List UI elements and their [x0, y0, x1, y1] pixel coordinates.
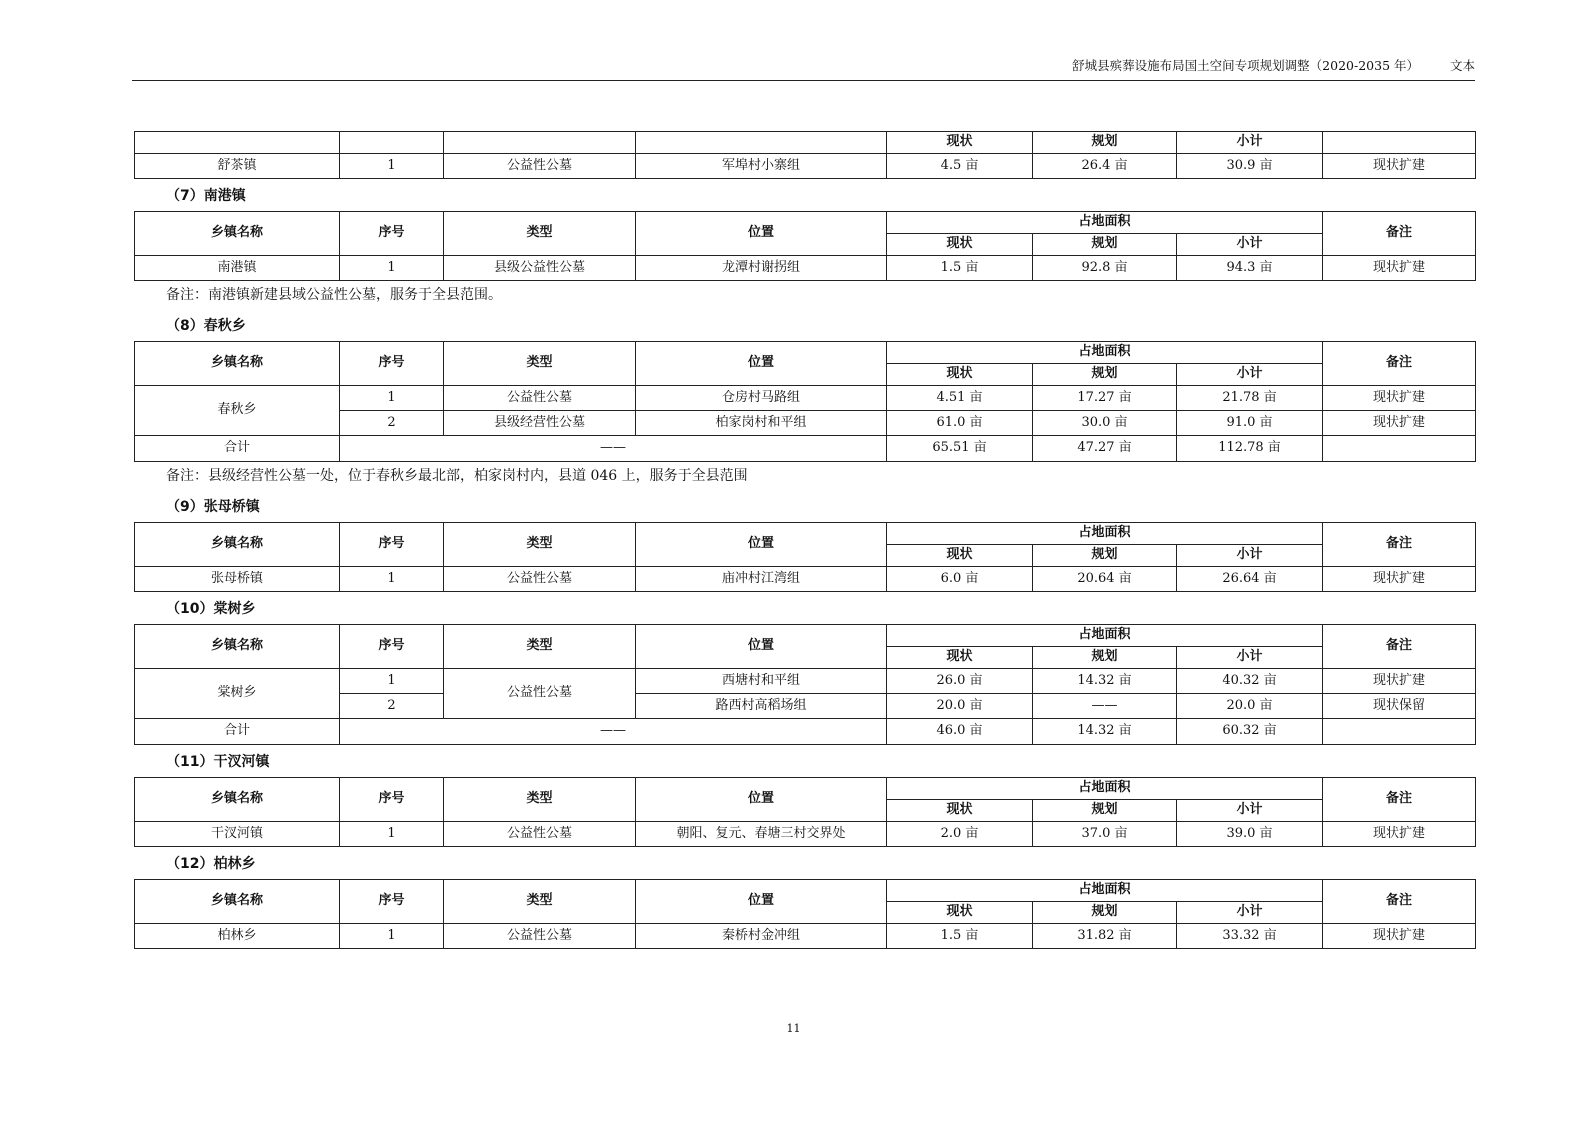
- cell-location: 仓房村马路组: [636, 386, 887, 411]
- cell-current: 26.0 亩: [887, 669, 1033, 694]
- cell-current: 20.0 亩: [887, 694, 1033, 719]
- cell-plan: 30.0 亩: [1033, 411, 1177, 436]
- cell-town: 柏林乡: [135, 924, 340, 949]
- col-town: 乡镇名称: [135, 778, 340, 822]
- total-dash: ——: [340, 719, 887, 745]
- col-town: 乡镇名称: [135, 342, 340, 386]
- cell-no: 2: [340, 694, 444, 719]
- col-current: 现状: [887, 545, 1033, 567]
- table-row: [135, 154, 1476, 179]
- col-remark: 备注: [1323, 212, 1476, 256]
- cell-location: 庙冲村江湾组: [636, 567, 887, 592]
- col-current: 现状: [887, 132, 1033, 154]
- cell-subtotal: 40.32 亩: [1177, 669, 1323, 694]
- cell-remark: 现状扩建: [1323, 924, 1476, 949]
- total-label: 合计: [135, 436, 340, 462]
- col-location: 位置: [636, 342, 887, 386]
- cell-plan: 17.27 亩: [1033, 386, 1177, 411]
- cell-current: 4.5 亩: [887, 154, 1033, 179]
- cell-remark: 现状扩建: [1323, 256, 1476, 281]
- col-location: 位置: [636, 880, 887, 924]
- col-remark: 备注: [1323, 342, 1476, 386]
- table-header-row: [135, 625, 1476, 647]
- col-subtotal: 小计: [1177, 545, 1323, 567]
- col-subtotal: 小计: [1177, 364, 1323, 386]
- table-ganchahe: [134, 777, 1476, 847]
- col-no: 序号: [340, 880, 444, 924]
- cell-no: 1: [340, 924, 444, 949]
- table-header-row: [135, 342, 1476, 364]
- col-town: 乡镇名称: [135, 880, 340, 924]
- cell-subtotal: 21.78 亩: [1177, 386, 1323, 411]
- section-title: （12）柏林乡: [166, 856, 256, 872]
- page-header: [132, 52, 1475, 81]
- cell-type: 公益性公墓: [444, 822, 636, 847]
- col-type: 类型: [444, 778, 636, 822]
- col-current: 现状: [887, 234, 1033, 256]
- cell-plan: 92.8 亩: [1033, 256, 1177, 281]
- cell-subtotal: 20.0 亩: [1177, 694, 1323, 719]
- cell-remark: 现状扩建: [1323, 411, 1476, 436]
- cell-town: 春秋乡: [135, 386, 340, 436]
- header-tag: 文本: [1449, 58, 1475, 73]
- cell-location: 军埠村小寨组: [636, 154, 887, 179]
- total-row: [135, 436, 1476, 462]
- col-type: 类型: [444, 342, 636, 386]
- cell-no: 1: [340, 256, 444, 281]
- cell-remark: 现状扩建: [1323, 822, 1476, 847]
- total-dash: ——: [340, 436, 887, 462]
- cell-type: 公益性公墓: [444, 567, 636, 592]
- col-subtotal: 小计: [1177, 902, 1323, 924]
- cell-remark: 现状扩建: [1323, 669, 1476, 694]
- cell-remark: 现状扩建: [1323, 386, 1476, 411]
- cell-plan: 31.82 亩: [1033, 924, 1177, 949]
- col-area: 占地面积: [887, 778, 1323, 800]
- col-town: 乡镇名称: [135, 625, 340, 669]
- total-subtotal: 112.78 亩: [1177, 436, 1323, 462]
- cell-type: 县级经营性公墓: [444, 411, 636, 436]
- cell-current: 2.0 亩: [887, 822, 1033, 847]
- col-area: 占地面积: [887, 212, 1323, 234]
- cell-type: 公益性公墓: [444, 669, 636, 719]
- cell-current: 61.0 亩: [887, 411, 1033, 436]
- cell-no: 1: [340, 154, 444, 179]
- cell-town: 南港镇: [135, 256, 340, 281]
- col-subtotal: 小计: [1177, 234, 1323, 256]
- cell-town: 干汊河镇: [135, 822, 340, 847]
- section-title: （8）春秋乡: [166, 318, 246, 334]
- cell-subtotal: 91.0 亩: [1177, 411, 1323, 436]
- col-location: 位置: [636, 778, 887, 822]
- cell-type: 公益性公墓: [444, 386, 636, 411]
- cell-plan: 20.64 亩: [1033, 567, 1177, 592]
- cell-location: 柏家岗村和平组: [636, 411, 887, 436]
- cell-type: 公益性公墓: [444, 154, 636, 179]
- cell-remark: 现状扩建: [1323, 154, 1476, 179]
- section-title: （7）南港镇: [166, 188, 246, 204]
- cell-current: 1.5 亩: [887, 924, 1033, 949]
- total-current: 65.51 亩: [887, 436, 1033, 462]
- table-zhangmuqiao: [134, 522, 1476, 592]
- cell-remark: 现状保留: [1323, 694, 1476, 719]
- table-header-row: [135, 523, 1476, 545]
- col-subtotal: 小计: [1177, 800, 1323, 822]
- table-row: [135, 256, 1476, 281]
- col-type: 类型: [444, 523, 636, 567]
- col-type: 类型: [444, 212, 636, 256]
- col-plan: 规划: [1033, 647, 1177, 669]
- total-label: 合计: [135, 719, 340, 745]
- col-town: 乡镇名称: [135, 523, 340, 567]
- col-area: 占地面积: [887, 880, 1323, 902]
- col-no: 序号: [340, 212, 444, 256]
- col-no: 序号: [340, 778, 444, 822]
- note-text: 备注：县级经营性公墓一处，位于春秋乡最北部，柏家岗村内，县道 046 上，服务于全县范围: [166, 468, 748, 484]
- cell-no: 1: [340, 669, 444, 694]
- cell-town: 舒茶镇: [135, 154, 340, 179]
- cell-location: 秦桥村金冲组: [636, 924, 887, 949]
- col-location: 位置: [636, 523, 887, 567]
- section-title: （11）干汊河镇: [166, 754, 270, 770]
- col-remark: 备注: [1323, 778, 1476, 822]
- col-subtotal: 小计: [1177, 647, 1323, 669]
- total-current: 46.0 亩: [887, 719, 1033, 745]
- header-title: 舒城县殡葬设施布局国土空间专项规划调整（2020-2035 年）: [1072, 58, 1419, 73]
- total-subtotal: 60.32 亩: [1177, 719, 1323, 745]
- cell-type: 县级公益性公墓: [444, 256, 636, 281]
- document-body: [134, 131, 1475, 949]
- cell-no: 1: [340, 822, 444, 847]
- col-location: 位置: [636, 212, 887, 256]
- table-chunqiu: [134, 341, 1476, 462]
- col-current: 现状: [887, 364, 1033, 386]
- col-plan: 规划: [1033, 364, 1177, 386]
- total-plan: 14.32 亩: [1033, 719, 1177, 745]
- col-area: 占地面积: [887, 342, 1323, 364]
- col-no: 序号: [340, 523, 444, 567]
- col-remark: 备注: [1323, 523, 1476, 567]
- cell-location: 西塘村和平组: [636, 669, 887, 694]
- col-current: 现状: [887, 902, 1033, 924]
- col-remark: 备注: [1323, 625, 1476, 669]
- cell-remark: 现状扩建: [1323, 567, 1476, 592]
- col-remark: 备注: [1323, 880, 1476, 924]
- note-text: 备注：南港镇新建县域公益性公墓，服务于全县范围。: [166, 287, 502, 303]
- table-row: [135, 924, 1476, 949]
- page-number: 11: [786, 1022, 801, 1035]
- col-location: 位置: [636, 625, 887, 669]
- cell-plan: 14.32 亩: [1033, 669, 1177, 694]
- cell-current: 4.51 亩: [887, 386, 1033, 411]
- table-tangshu: [134, 624, 1476, 745]
- cell-subtotal: 94.3 亩: [1177, 256, 1323, 281]
- table-shucha: [134, 131, 1476, 179]
- cell-subtotal: 30.9 亩: [1177, 154, 1323, 179]
- table-row: [135, 822, 1476, 847]
- cell-no: 2: [340, 411, 444, 436]
- cell-town: 张母桥镇: [135, 567, 340, 592]
- cell-no: 1: [340, 567, 444, 592]
- col-plan: 规划: [1033, 902, 1177, 924]
- cell-location: 朝阳、复元、春塘三村交界处: [636, 822, 887, 847]
- table-header-row: [135, 132, 1476, 154]
- table-bailin: [134, 879, 1476, 949]
- section-title: （10）棠树乡: [166, 601, 256, 617]
- cell-plan: 37.0 亩: [1033, 822, 1177, 847]
- cell-location: 龙潭村谢拐组: [636, 256, 887, 281]
- col-subtotal: 小计: [1177, 132, 1323, 154]
- cell-current: 1.5 亩: [887, 256, 1033, 281]
- col-town: 乡镇名称: [135, 212, 340, 256]
- section-title: （9）张母桥镇: [166, 499, 260, 515]
- table-nangang: [134, 211, 1476, 281]
- col-plan: 规划: [1033, 132, 1177, 154]
- cell-type: 公益性公墓: [444, 924, 636, 949]
- cell-plan: 26.4 亩: [1033, 154, 1177, 179]
- col-plan: 规划: [1033, 234, 1177, 256]
- cell-location: 路西村高稻场组: [636, 694, 887, 719]
- col-no: 序号: [340, 625, 444, 669]
- cell-town: 棠树乡: [135, 669, 340, 719]
- table-row: [135, 567, 1476, 592]
- col-current: 现状: [887, 800, 1033, 822]
- col-plan: 规划: [1033, 800, 1177, 822]
- col-area: 占地面积: [887, 523, 1323, 545]
- total-row: [135, 719, 1476, 745]
- col-current: 现状: [887, 647, 1033, 669]
- col-area: 占地面积: [887, 625, 1323, 647]
- table-header-row: [135, 212, 1476, 234]
- cell-plan: ——: [1033, 694, 1177, 719]
- cell-subtotal: 39.0 亩: [1177, 822, 1323, 847]
- table-row: [135, 669, 1476, 694]
- table-header-row: [135, 778, 1476, 800]
- cell-current: 6.0 亩: [887, 567, 1033, 592]
- cell-subtotal: 26.64 亩: [1177, 567, 1323, 592]
- col-plan: 规划: [1033, 545, 1177, 567]
- table-row: [135, 386, 1476, 411]
- col-no: 序号: [340, 342, 444, 386]
- cell-subtotal: 33.32 亩: [1177, 924, 1323, 949]
- cell-no: 1: [340, 386, 444, 411]
- col-type: 类型: [444, 880, 636, 924]
- total-plan: 47.27 亩: [1033, 436, 1177, 462]
- col-type: 类型: [444, 625, 636, 669]
- table-header-row: [135, 880, 1476, 902]
